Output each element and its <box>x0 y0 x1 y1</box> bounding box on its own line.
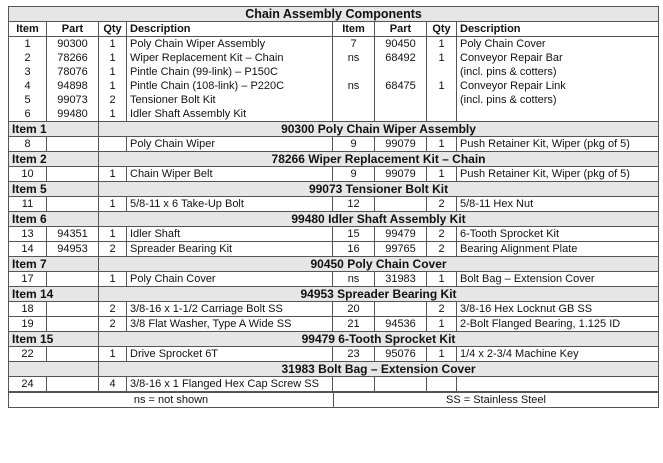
section-label: Item 1 <box>9 122 99 137</box>
section-header <box>9 182 659 197</box>
cell-li: 19 <box>9 317 47 332</box>
section-label: Item 6 <box>9 212 99 227</box>
cell-li: 14 <box>9 242 47 257</box>
overview-cell-desc: (incl. pins & cotters) <box>457 93 659 107</box>
section-name: 94953 Spreader Bearing Kit <box>99 287 659 302</box>
cell-rp <box>375 197 427 212</box>
table-row <box>9 377 659 392</box>
cell-rd: 6-Tooth Sprocket Kit <box>457 227 659 242</box>
overview-cell-qty: 1 <box>99 51 127 65</box>
cell-rd: 5/8-11 Hex Nut <box>457 197 659 212</box>
overview-cell-desc: (incl. pins & cotters) <box>457 65 659 79</box>
cell-ld: Drive Sprocket 6T <box>127 347 333 362</box>
cell-ld: Spreader Bearing Kit <box>127 242 333 257</box>
overview-cell-part: 68475 <box>375 79 427 93</box>
cell-rp: 99079 <box>375 137 427 152</box>
cell-rd: Bolt Bag – Extension Cover <box>457 272 659 287</box>
overview-row <box>9 65 659 79</box>
header-part: Part <box>375 22 427 37</box>
section-name: 78266 Wiper Replacement Kit – Chain <box>99 152 659 167</box>
overview-cell-item: 1 <box>9 37 47 52</box>
cell-rq: 2 <box>427 227 457 242</box>
cell-li: 8 <box>9 137 47 152</box>
cell-rd: Push Retainer Kit, Wiper (pkg of 5) <box>457 167 659 182</box>
cell-rq: 2 <box>427 302 457 317</box>
section-header <box>9 257 659 272</box>
overview-cell-part <box>375 107 427 122</box>
header-qty: Qty <box>427 22 457 37</box>
cell-lp: 94953 <box>47 242 99 257</box>
cell-ri <box>333 377 375 392</box>
overview-cell-item <box>333 107 375 122</box>
parts-sheet <box>8 6 658 408</box>
overview-cell-desc <box>457 107 659 122</box>
overview-cell-item: 3 <box>9 65 47 79</box>
cell-lq: 2 <box>99 317 127 332</box>
cell-lq: 1 <box>99 227 127 242</box>
overview-cell-part: 90450 <box>375 37 427 52</box>
overview-cell-qty: 2 <box>99 93 127 107</box>
cell-li: 18 <box>9 302 47 317</box>
cell-ri: 21 <box>333 317 375 332</box>
cell-ri: ns <box>333 272 375 287</box>
cell-rq: 1 <box>427 317 457 332</box>
table-row <box>9 242 659 257</box>
cell-rq: 1 <box>427 272 457 287</box>
overview-row <box>9 107 659 122</box>
overview-cell-part: 99073 <box>47 93 99 107</box>
cell-ld: 3/8-16 x 1-1/2 Carriage Bolt SS <box>127 302 333 317</box>
cell-lq: 4 <box>99 377 127 392</box>
overview-cell-desc: Pintle Chain (108-link) – P220C <box>127 79 333 93</box>
cell-ri: 12 <box>333 197 375 212</box>
cell-rq: 2 <box>427 242 457 257</box>
overview-row <box>9 37 659 52</box>
cell-lq: 2 <box>99 242 127 257</box>
cell-lq: 1 <box>99 347 127 362</box>
overview-cell-item <box>333 65 375 79</box>
section-header <box>9 122 659 137</box>
overview-row <box>9 79 659 93</box>
section-header <box>9 332 659 347</box>
section-label: Item 5 <box>9 182 99 197</box>
section-label: Item 15 <box>9 332 99 347</box>
cell-rd: 1/4 x 2-3/4 Machine Key <box>457 347 659 362</box>
overview-cell-desc: Tensioner Bolt Kit <box>127 93 333 107</box>
cell-ri: 15 <box>333 227 375 242</box>
overview-cell-qty: 1 <box>427 79 457 93</box>
cell-lq: 1 <box>99 272 127 287</box>
cell-rd: Bearing Alignment Plate <box>457 242 659 257</box>
cell-ld: Poly Chain Wiper <box>127 137 333 152</box>
cell-ld: Idler Shaft <box>127 227 333 242</box>
cell-lp <box>47 377 99 392</box>
cell-rd: 3/8-16 Hex Locknut GB SS <box>457 302 659 317</box>
section-label: Item 14 <box>9 287 99 302</box>
section-name: 31983 Bolt Bag – Extension Cover <box>99 362 659 377</box>
overview-cell-part <box>375 65 427 79</box>
overview-row <box>9 51 659 65</box>
overview-cell-desc: Poly Chain Wiper Assembly <box>127 37 333 52</box>
section-header <box>9 212 659 227</box>
overview-cell-qty: 1 <box>99 79 127 93</box>
footnote-not-shown: ns = not shown <box>9 393 334 408</box>
overview-cell-part <box>375 93 427 107</box>
overview-cell-desc: Wiper Replacement Kit – Chain <box>127 51 333 65</box>
overview-cell-item: 7 <box>333 37 375 52</box>
cell-rp: 31983 <box>375 272 427 287</box>
cell-ld: 5/8-11 x 6 Take-Up Bolt <box>127 197 333 212</box>
cell-ri: 9 <box>333 137 375 152</box>
cell-ld: Poly Chain Cover <box>127 272 333 287</box>
cell-rq <box>427 377 457 392</box>
cell-rq: 1 <box>427 167 457 182</box>
overview-cell-desc: Conveyor Repair Bar <box>457 51 659 65</box>
overview-cell-item <box>333 93 375 107</box>
cell-rq: 1 <box>427 137 457 152</box>
overview-cell-item: ns <box>333 51 375 65</box>
section-name: 99480 Idler Shaft Assembly Kit <box>99 212 659 227</box>
footnote-table <box>8 392 659 408</box>
cell-lp <box>47 302 99 317</box>
column-header-row <box>9 22 659 37</box>
overview-cell-part: 68492 <box>375 51 427 65</box>
cell-li: 13 <box>9 227 47 242</box>
overview-cell-qty: 1 <box>99 65 127 79</box>
section-name: 99073 Tensioner Bolt Kit <box>99 182 659 197</box>
table-row <box>9 302 659 317</box>
cell-lp <box>47 317 99 332</box>
cell-rp: 99765 <box>375 242 427 257</box>
header-item: Item <box>9 22 47 37</box>
overview-row <box>9 93 659 107</box>
cell-rq: 2 <box>427 197 457 212</box>
overview-cell-qty: 1 <box>99 37 127 52</box>
overview-cell-item: 4 <box>9 79 47 93</box>
cell-lq: 1 <box>99 167 127 182</box>
cell-rd: 2-Bolt Flanged Bearing, 1.125 ID <box>457 317 659 332</box>
cell-rp: 99079 <box>375 167 427 182</box>
cell-rp: 94536 <box>375 317 427 332</box>
overview-cell-qty <box>427 65 457 79</box>
section-header <box>9 362 659 377</box>
cell-ld: 3/8 Flat Washer, Type A Wide SS <box>127 317 333 332</box>
overview-cell-part: 99480 <box>47 107 99 122</box>
header-description: Description <box>457 22 659 37</box>
cell-lp <box>47 167 99 182</box>
overview-cell-part: 78266 <box>47 51 99 65</box>
footnote-stainless-steel: SS = Stainless Steel <box>334 393 659 408</box>
overview-cell-item: 6 <box>9 107 47 122</box>
cell-lp <box>47 197 99 212</box>
overview-cell-item: ns <box>333 79 375 93</box>
cell-li: 22 <box>9 347 47 362</box>
cell-ri: 9 <box>333 167 375 182</box>
cell-lq: 1 <box>99 197 127 212</box>
overview-cell-qty: 1 <box>427 51 457 65</box>
overview-cell-qty: 1 <box>427 37 457 52</box>
table-row <box>9 227 659 242</box>
overview-cell-part: 94898 <box>47 79 99 93</box>
cell-lp: 94351 <box>47 227 99 242</box>
section-name: 90300 Poly Chain Wiper Assembly <box>99 122 659 137</box>
cell-rp: 95076 <box>375 347 427 362</box>
table-row <box>9 167 659 182</box>
header-description: Description <box>127 22 333 37</box>
table-row <box>9 317 659 332</box>
section-header <box>9 152 659 167</box>
cell-rp <box>375 302 427 317</box>
overview-cell-desc: Pintle Chain (99-link) – P150C <box>127 65 333 79</box>
table-title: Chain Assembly Components <box>9 7 659 22</box>
cell-ld: Chain Wiper Belt <box>127 167 333 182</box>
table-row <box>9 272 659 287</box>
overview-cell-part: 90300 <box>47 37 99 52</box>
overview-cell-item: 2 <box>9 51 47 65</box>
cell-li: 24 <box>9 377 47 392</box>
cell-rd: Push Retainer Kit, Wiper (pkg of 5) <box>457 137 659 152</box>
overview-cell-desc: Conveyor Repair Link <box>457 79 659 93</box>
cell-ri: 23 <box>333 347 375 362</box>
cell-rd <box>457 377 659 392</box>
cell-li: 10 <box>9 167 47 182</box>
cell-lp <box>47 347 99 362</box>
cell-rp: 99479 <box>375 227 427 242</box>
overview-cell-qty: 1 <box>99 107 127 122</box>
cell-lp <box>47 272 99 287</box>
section-label: Item 7 <box>9 257 99 272</box>
overview-cell-qty <box>427 93 457 107</box>
overview-cell-item: 5 <box>9 93 47 107</box>
overview-cell-desc: Idler Shaft Assembly Kit <box>127 107 333 122</box>
overview-cell-part: 78076 <box>47 65 99 79</box>
table-row <box>9 347 659 362</box>
cell-ri: 16 <box>333 242 375 257</box>
table-row <box>9 197 659 212</box>
cell-li: 17 <box>9 272 47 287</box>
overview-cell-qty <box>427 107 457 122</box>
cell-lq <box>99 137 127 152</box>
cell-ri: 20 <box>333 302 375 317</box>
header-item: Item <box>333 22 375 37</box>
overview-cell-desc: Poly Chain Cover <box>457 37 659 52</box>
cell-lq: 2 <box>99 302 127 317</box>
cell-rp <box>375 377 427 392</box>
cell-lp <box>47 137 99 152</box>
table-row <box>9 137 659 152</box>
cell-li: 11 <box>9 197 47 212</box>
cell-rq: 1 <box>427 347 457 362</box>
header-qty: Qty <box>99 22 127 37</box>
section-label: Item 2 <box>9 152 99 167</box>
cell-ld: 3/8-16 x 1 Flanged Hex Cap Screw SS <box>127 377 333 392</box>
section-label <box>9 362 99 377</box>
chain-assembly-table <box>8 6 659 392</box>
section-name: 99479 6-Tooth Sprocket Kit <box>99 332 659 347</box>
section-name: 90450 Poly Chain Cover <box>99 257 659 272</box>
header-part: Part <box>47 22 99 37</box>
section-header <box>9 287 659 302</box>
